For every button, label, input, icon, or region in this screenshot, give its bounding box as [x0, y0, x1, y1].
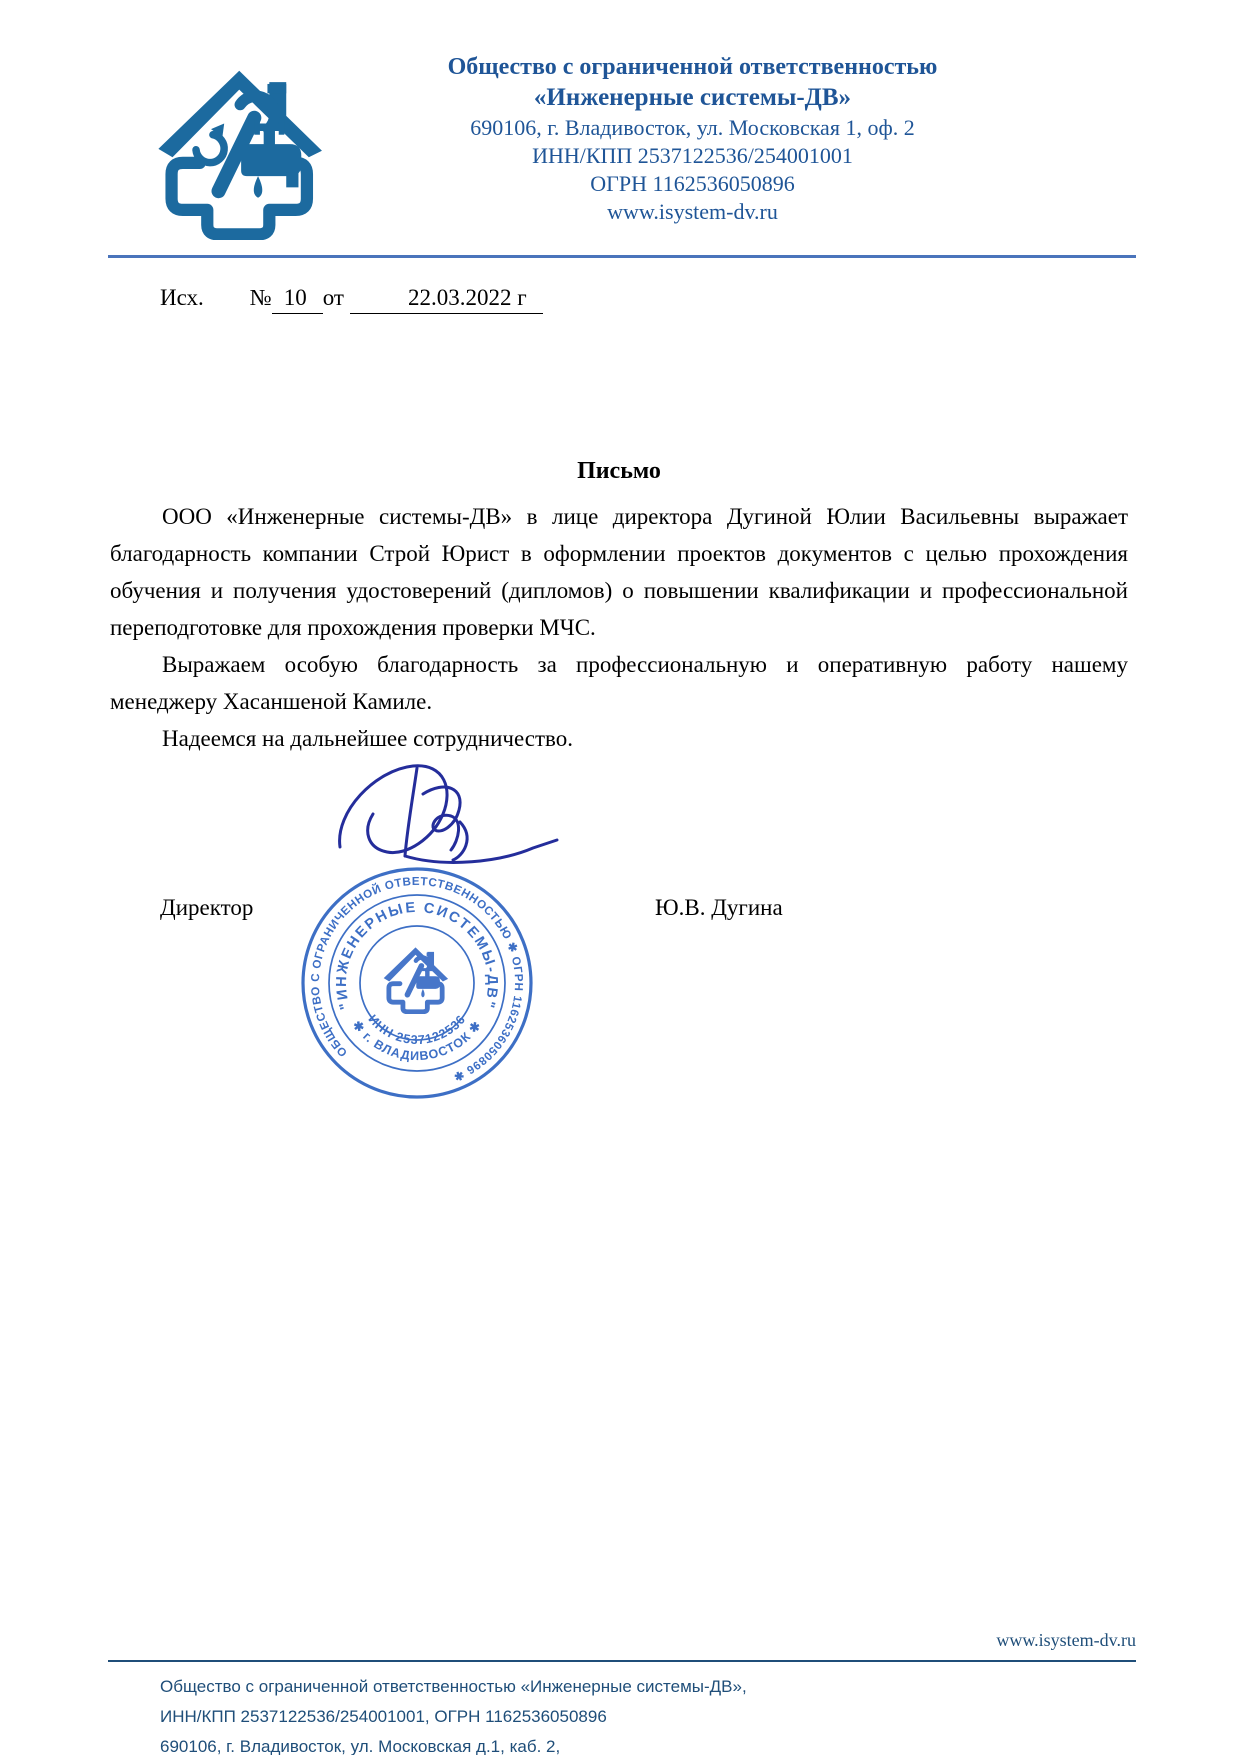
footer-website: www.isystem-dv.ru: [996, 1630, 1136, 1650]
stamp-inn-text: ИНН 2537122536: [365, 1012, 469, 1048]
reference-line: [160, 285, 543, 314]
footer-requisites: [160, 1672, 1060, 1755]
org-website: www.isystem-dv.ru: [607, 199, 778, 224]
org-inn-kpp: ИНН/КПП 2537122536/254001001: [532, 143, 853, 168]
ref-number-sign: №: [249, 285, 272, 310]
footer-line-2: ИНН/КПП 2537122536/254001001, ОГРН 1162536050896: [160, 1707, 607, 1726]
company-round-stamp: [296, 862, 538, 1104]
ref-ot: от: [322, 285, 344, 310]
paragraph-1: ООО «Инженерные системы-ДВ» в лице директора Дугиной Юлии Васильевны выражает благодарность компании Строй Юрист в оформлении проектов документов с целью прохождения обучения и получения удостоверений (дипломов) о повышении квалификации и профессиональной переподготовке для прохождения проверки МЧС.: [110, 504, 1128, 640]
footer-divider: [108, 1660, 1136, 1662]
stamp-center-logo: [384, 947, 448, 1011]
letter-title: Письмо: [577, 458, 661, 484]
signer-name: Ю.В. Дугина: [655, 895, 783, 920]
letterhead-text: [240, 52, 1145, 226]
footer-line-1: Общество с ограниченной ответственностью «Инженерные системы-ДВ»,: [160, 1677, 747, 1696]
org-address: 690106, г. Владивосток, ул. Московская 1, оф. 2: [470, 115, 915, 140]
signer-position: Директор: [160, 895, 254, 920]
stamp-inner-top-text: "ИНЖЕНЕРНЫЕ СИСТЕМЫ-ДВ": [333, 899, 501, 1012]
ref-date: 22.03.2022 г: [350, 285, 543, 314]
org-ogrn: ОГРН 1162536050896: [590, 171, 795, 196]
paragraph-3: Надеемся на дальнейшее сотрудничество.: [162, 726, 573, 751]
footer-line-3: 690106, г. Владивосток, ул. Московская д.1, каб. 2,: [160, 1737, 561, 1755]
ref-prefix: Исх.: [160, 285, 204, 310]
ref-number: 10: [272, 285, 323, 314]
paragraph-2: Выражаем особую благодарность за профессиональную и оперативную работу нашему менеджеру Хасаншеной Камиле.: [110, 652, 1128, 714]
org-type: Общество с ограниченной ответственностью: [447, 54, 938, 80]
stamp-city-text: ✱ г. ВЛАДИВОСТОК ✱: [349, 1018, 485, 1064]
org-name: «Инженерные системы-ДВ»: [533, 84, 852, 111]
letter-body: [110, 498, 1128, 757]
header-divider: [108, 255, 1136, 258]
stamp-outer-text: ОБЩЕСТВО С ОГРАНИЧЕННОЙ ОТВЕТСТВЕННОСТЬЮ ✱ ОГРН 1162536050896 ✱: [308, 874, 526, 1084]
